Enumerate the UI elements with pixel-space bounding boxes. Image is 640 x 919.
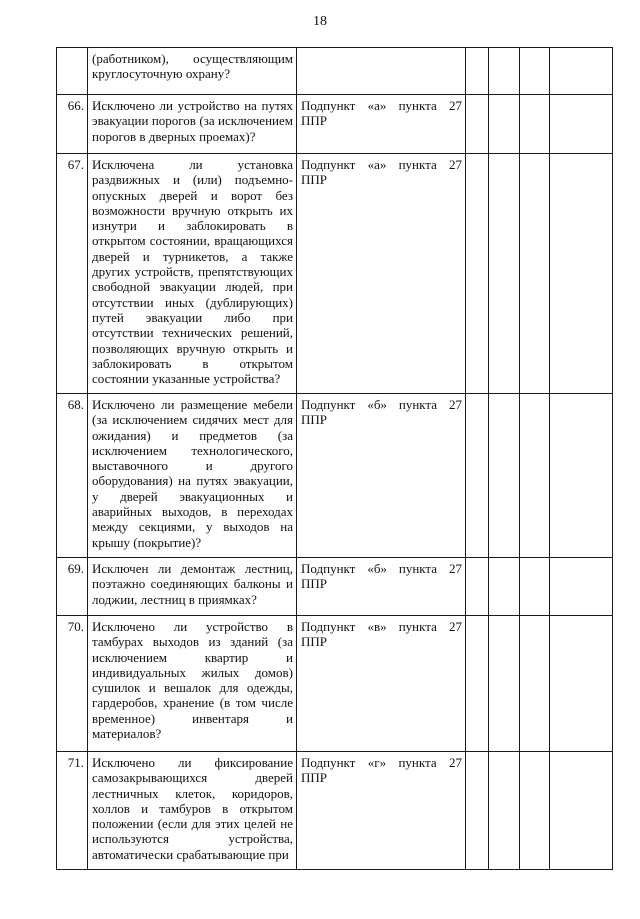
item-reference: Подпункт «в» пункта 27 ППР bbox=[297, 616, 466, 752]
item-reference: Подпункт «а» пункта 27 ППР bbox=[297, 154, 466, 394]
answer-na-cell[interactable] bbox=[520, 558, 550, 616]
answer-no-cell[interactable] bbox=[489, 394, 520, 558]
table-row bbox=[57, 394, 613, 558]
answer-no-cell[interactable] bbox=[489, 95, 520, 154]
note-cell[interactable] bbox=[550, 48, 613, 95]
table-row bbox=[57, 616, 613, 752]
item-question: Исключена ли установка раздвижных и (или) подъемно-опускных дверей и ворот без возможности вручную открыть их изнутри и заблокировать в открытом состоянии, вращающихся дверей и турникетов, а также других устройств, препятствующих свободной эвакуации людей, при отсутствии иных (дублирующих) путей эвакуации либо при отсутствии технических решений, позволяющих вручную открыть и заблокировать в открытом состоянии указанные устройства? bbox=[88, 154, 297, 394]
answer-na-cell[interactable] bbox=[520, 154, 550, 394]
page-number: 18 bbox=[313, 14, 327, 29]
answer-na-cell[interactable] bbox=[520, 616, 550, 752]
answer-no-cell[interactable] bbox=[489, 48, 520, 95]
answer-no-cell[interactable] bbox=[489, 154, 520, 394]
answer-no-cell[interactable] bbox=[489, 558, 520, 616]
answer-no-cell[interactable] bbox=[489, 752, 520, 870]
note-cell[interactable] bbox=[550, 558, 613, 616]
answer-na-cell[interactable] bbox=[520, 394, 550, 558]
item-question: Исключен ли демонтаж лестниц, поэтажно соединяющих балконы и лоджии, лестниц в приямках? bbox=[88, 558, 297, 616]
item-reference: Подпункт «а» пункта 27 ППР bbox=[297, 95, 466, 154]
item-question: Исключено ли размещение мебели (за исключением сидячих мест для ожидания) и предметов (за исключением технологического, выставочного и другого оборудования) на путях эвакуации, у дверей эвакуационных и аварийных выходов, в переходах между секциями, у выходов на крышу (покрытие)? bbox=[88, 394, 297, 558]
item-reference: Подпункт «б» пункта 27 ППР bbox=[297, 394, 466, 558]
answer-yes-cell[interactable] bbox=[466, 48, 489, 95]
answer-yes-cell[interactable] bbox=[466, 154, 489, 394]
item-number: 71. bbox=[57, 752, 88, 870]
note-cell[interactable] bbox=[550, 752, 613, 870]
table-row bbox=[57, 95, 613, 154]
item-number: 66. bbox=[57, 95, 88, 154]
answer-no-cell[interactable] bbox=[489, 616, 520, 752]
answer-na-cell[interactable] bbox=[520, 95, 550, 154]
table-row bbox=[57, 48, 613, 95]
answer-yes-cell[interactable] bbox=[466, 95, 489, 154]
item-question: Исключено ли устройство на путях эвакуации порогов (за исключением порогов в дверных проемах)? bbox=[88, 95, 297, 154]
note-cell[interactable] bbox=[550, 394, 613, 558]
table-row bbox=[57, 154, 613, 394]
table-row bbox=[57, 752, 613, 870]
item-number: 70. bbox=[57, 616, 88, 752]
item-reference: Подпункт «б» пункта 27 ППР bbox=[297, 558, 466, 616]
answer-na-cell[interactable] bbox=[520, 48, 550, 95]
item-reference: Подпункт «г» пункта 27 ППР bbox=[297, 752, 466, 870]
note-cell[interactable] bbox=[550, 95, 613, 154]
item-reference bbox=[297, 48, 466, 95]
table-row bbox=[57, 558, 613, 616]
item-number: 67. bbox=[57, 154, 88, 394]
item-number bbox=[57, 48, 88, 95]
answer-yes-cell[interactable] bbox=[466, 394, 489, 558]
note-cell[interactable] bbox=[550, 616, 613, 752]
answer-yes-cell[interactable] bbox=[466, 558, 489, 616]
item-question: (работником), осуществляющим круглосуточную охрану? bbox=[88, 48, 297, 95]
note-cell[interactable] bbox=[550, 154, 613, 394]
answer-na-cell[interactable] bbox=[520, 752, 550, 870]
answer-yes-cell[interactable] bbox=[466, 616, 489, 752]
item-question: Исключено ли устройство в тамбурах выходов из зданий (за исключением квартир и индивидуальных жилых домов) сушилок и вешалок для одежды, гардеробов, хранение (в том числе временное) инвентаря и материалов? bbox=[88, 616, 297, 752]
answer-yes-cell[interactable] bbox=[466, 752, 489, 870]
checklist-table bbox=[56, 47, 613, 870]
item-number: 68. bbox=[57, 394, 88, 558]
item-question: Исключено ли фиксирование самозакрывающихся дверей лестничных клеток, коридоров, холлов и тамбуров в открытом положении (если для этих целей не используются устройства, автоматически срабатывающие при bbox=[88, 752, 297, 870]
item-number: 69. bbox=[57, 558, 88, 616]
